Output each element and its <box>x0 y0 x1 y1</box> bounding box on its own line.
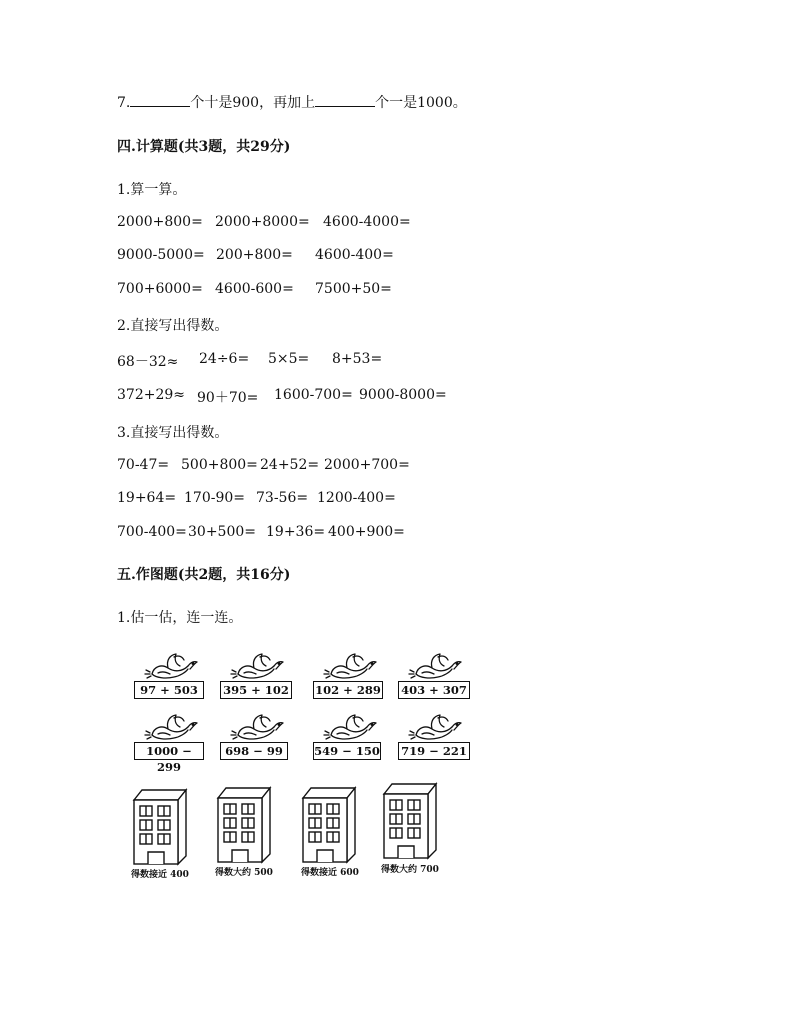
p2-r1-c2: 24÷6= <box>199 351 250 367</box>
p1-r1-c1: 2000+800= <box>117 214 203 230</box>
p1-r2-c2: 200+800= <box>216 247 293 263</box>
q7-mid: 个十是900，再加上 <box>190 95 316 111</box>
q7-blank-1[interactable] <box>130 94 190 107</box>
problem-3-title: 3.直接写出得数。 <box>117 425 229 441</box>
q7-prefix: 7. <box>117 95 131 111</box>
p3-r1-c4: 2000+700= <box>324 457 410 473</box>
p3-r2-c4: 1200-400= <box>317 490 396 506</box>
p2-r2-c4: 9000-8000= <box>359 387 447 403</box>
expression-box-row1-4[interactable]: 403 + 307 <box>398 681 470 699</box>
bird-row1-2-icon <box>230 652 286 680</box>
bird-row2-3-icon <box>323 713 379 741</box>
p3-r2-c2: 170-90= <box>184 490 245 506</box>
expression-box-row2-3[interactable]: 549 − 150 <box>314 744 380 758</box>
drawing-problem-1-title: 1.估一估，连一连。 <box>117 610 243 626</box>
bird-row1-3-icon <box>323 652 379 680</box>
p1-r1-c2: 2000+8000= <box>215 214 310 230</box>
q7-blank-2[interactable] <box>315 94 375 107</box>
bird-row2-1-icon <box>144 713 200 741</box>
building-4-icon[interactable] <box>382 782 438 860</box>
p2-r1-c1: 68－32≈ <box>117 354 179 370</box>
bird-row1-1-icon <box>144 652 200 680</box>
p2-r1-c3: 5×5= <box>268 351 310 367</box>
p1-r3-c1: 700+6000= <box>117 281 203 297</box>
p2-r1-c4: 8+53= <box>332 351 383 367</box>
p3-r3-c1: 700-400= <box>117 524 187 540</box>
p3-r3-c2: 30+500= <box>188 524 256 540</box>
p2-r2-c1: 372+29≈ <box>117 387 185 403</box>
p3-r3-c3: 19+36= <box>266 524 326 540</box>
expression-box-row2-1[interactable]: 1000 − 299 <box>134 742 204 760</box>
building-2-icon[interactable] <box>216 786 272 864</box>
building-1-label: 得数接近 400 <box>131 870 189 880</box>
building-4-label: 得数大约 700 <box>381 865 439 875</box>
p1-r2-c1: 9000-5000= <box>117 247 205 263</box>
expression-box-row1-1[interactable]: 97 + 503 <box>134 681 204 699</box>
p3-r1-c1: 70-47= <box>117 457 170 473</box>
building-2-label: 得数大约 500 <box>215 868 273 878</box>
p3-r3-c4: 400+900= <box>328 524 405 540</box>
bird-row2-4-icon <box>408 713 464 741</box>
building-3-label: 得数接近 600 <box>301 868 359 878</box>
problem-1-title: 1.算一算。 <box>117 182 187 198</box>
section-4-heading: 四.计算题(共3题，共29分) <box>117 139 291 155</box>
q7-suffix: 个一是1000。 <box>375 95 467 111</box>
expression-box-row2-2[interactable]: 698 − 99 <box>220 742 288 760</box>
expression-box-row1-3[interactable]: 102 + 289 <box>313 681 383 699</box>
bird-row1-4-icon <box>408 652 464 680</box>
p1-r3-c3: 7500+50= <box>315 281 392 297</box>
p3-r1-c3: 24+52= <box>260 457 320 473</box>
p2-r2-c3: 1600-700= <box>274 387 353 403</box>
building-1-icon[interactable] <box>132 788 188 866</box>
p1-r1-c3: 4600-4000= <box>323 214 411 230</box>
p2-r2-c2: 90＋70= <box>197 390 259 406</box>
expression-box-row2-4[interactable]: 719 − 221 <box>398 742 470 760</box>
expression-box-row1-2[interactable]: 395 + 102 <box>220 681 292 699</box>
p3-r2-c1: 19+64= <box>117 490 177 506</box>
question-7 <box>117 92 467 112</box>
bird-row2-2-icon <box>230 713 286 741</box>
p3-r1-c2: 500+800= <box>181 457 258 473</box>
building-3-icon[interactable] <box>301 786 357 864</box>
section-5-heading: 五.作图题(共2题，共16分) <box>117 567 291 583</box>
problem-2-title: 2.直接写出得数。 <box>117 318 229 334</box>
p1-r3-c2: 4600-600= <box>215 281 294 297</box>
p1-r2-c3: 4600-400= <box>315 247 394 263</box>
p3-r2-c3: 73-56= <box>256 490 309 506</box>
